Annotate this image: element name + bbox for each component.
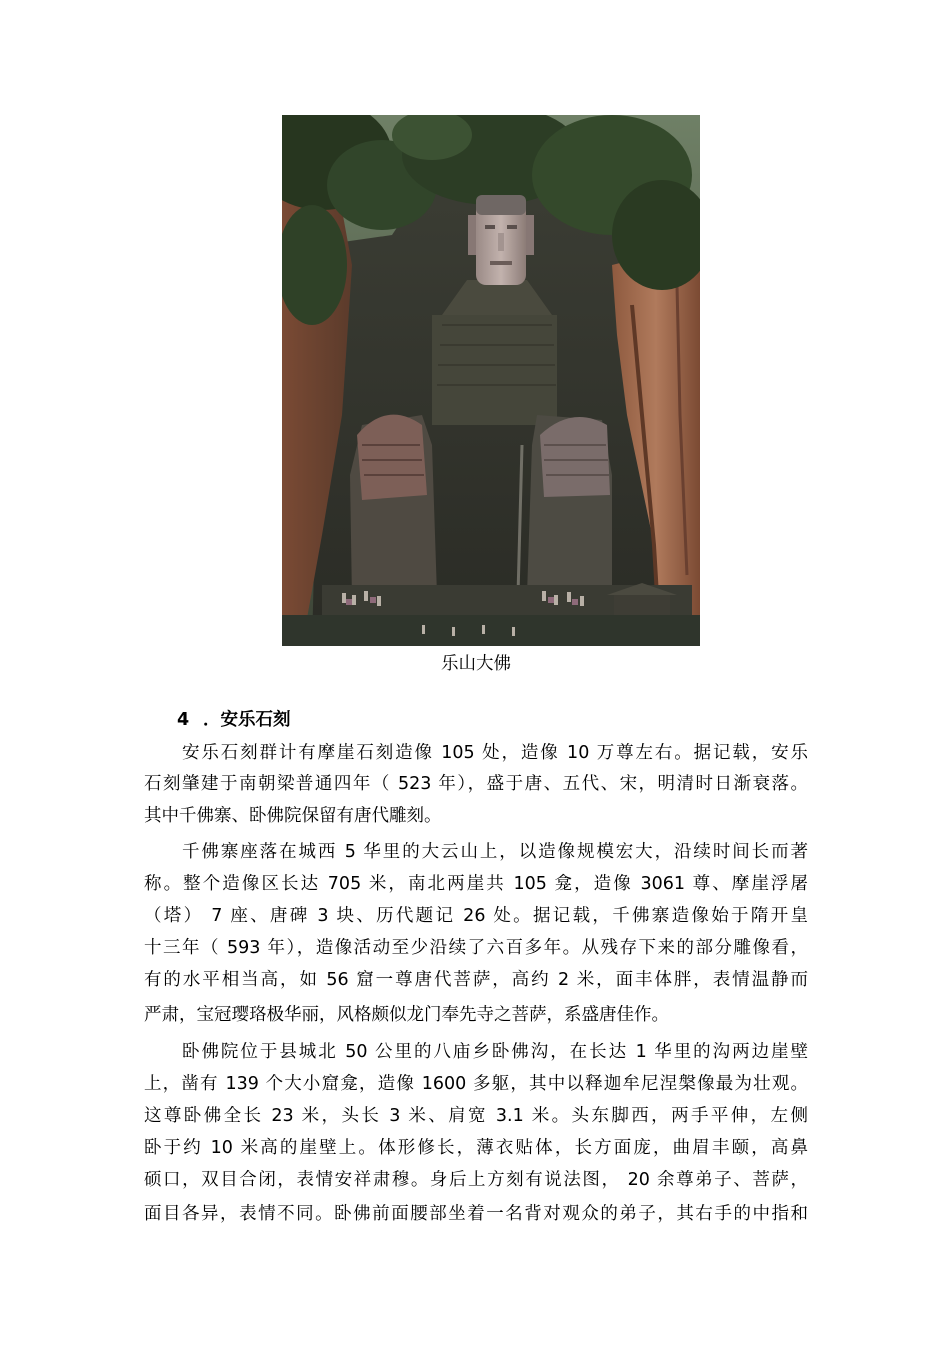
paragraph-line: （塔） 7 座、唐碑 3 块、历代题记 26 处。据记载，千佛寨造像始于隋开皇 (144, 906, 808, 926)
section-title: 安乐石刻 (220, 710, 291, 730)
figure-caption: 乐山大佛 (441, 654, 511, 674)
paragraph-line: 十三年（ 593 年），造像活动至少沿续了六百多年。从残存下来的部分雕像看， (144, 938, 808, 958)
paragraph-line: 石刻肇建于南朝梁普通四年（ 523 年），盛于唐、五代、宋，明清时日渐衰落。 (144, 774, 808, 794)
paragraph-line: 上，凿有 139 个大小窟龛，造像 1600 多躯，其中以释迦牟尼涅槃像最为壮观。 (144, 1074, 808, 1094)
leshan-buddha-photo (282, 115, 700, 646)
leshan-buddha-illustration (282, 115, 700, 646)
paragraph-line: 卧于约 10 米高的崖壁上。体形修长，薄衣贴体，长方面庞，曲眉丰颐，高鼻 (144, 1138, 808, 1158)
paragraph-line: 其中千佛寨、卧佛院保留有唐代雕刻。 (144, 806, 442, 826)
paragraph-line: 称。整个造像区长达 705 米，南北两崖共 105 龛，造像 3061 尊、摩崖浮屠 (144, 874, 808, 894)
paragraph-line: 有的水平相当高，如 56 窟一尊唐代菩萨，高约 2 米，面丰体胖，表情温静而 (144, 970, 808, 990)
paragraph-line: 安乐石刻群计有摩崖石刻造像 105 处，造像 10 万尊左右。据记载，安乐 (182, 743, 808, 763)
paragraph-line: 卧佛院位于县城北 50 公里的八庙乡卧佛沟，在长达 1 华里的沟两边崖壁 (182, 1042, 808, 1062)
section-separator: ． (203, 710, 221, 730)
paragraph-line: 面目各异，表情不同。卧佛前面腰部坐着一名背对观众的弟子，其右手的中指和 (144, 1204, 808, 1224)
paragraph-line: 这尊卧佛全长 23 米，头长 3 米、肩宽 3.1 米。头东脚西，两手平伸，左侧 (144, 1106, 808, 1126)
paragraph-line: 硕口，双目合闭，表情安祥肃穆。身后上方刻有说法图， 20 余尊弟子、菩萨， (144, 1170, 808, 1190)
section-heading (177, 708, 291, 732)
paragraph-line: 严肃，宝冠璎珞极华丽，风格颇似龙门奉先寺之菩萨，系盛唐佳作。 (144, 1005, 669, 1025)
paragraph-line: 千佛寨座落在城西 5 华里的大云山上，以造像规模宏大，沿续时间长而著 (182, 842, 808, 862)
section-number: 4 (177, 710, 190, 730)
